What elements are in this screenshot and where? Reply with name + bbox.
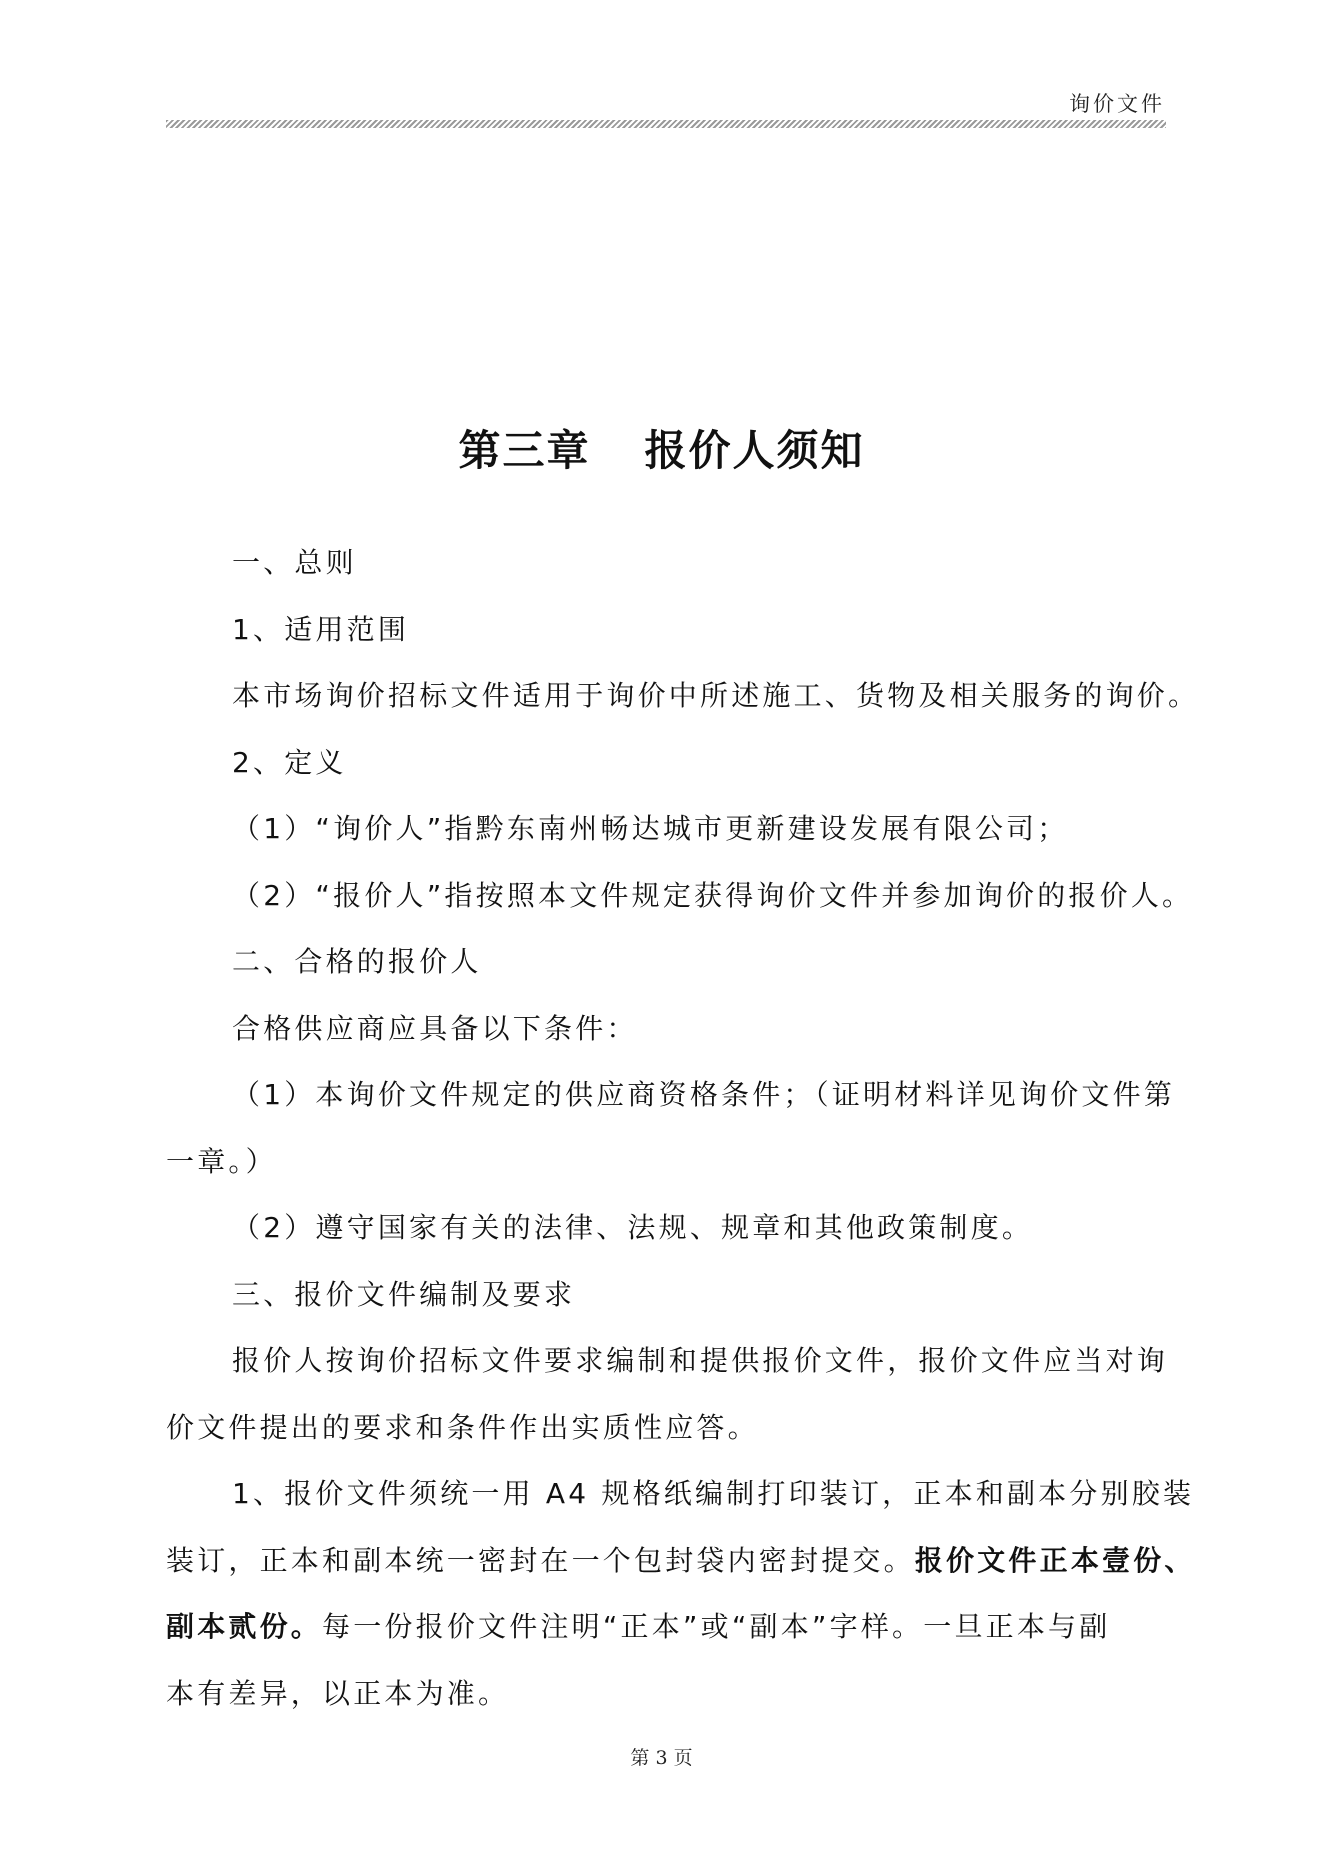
definition-bidder: （2）“报价人”指按照本文件规定获得询价文件并参加询价的报价人。 bbox=[232, 878, 1194, 912]
definition-inquirer: （1）“询价人”指黔东南州畅达城市更新建设发展有限公司； bbox=[232, 812, 1069, 845]
section-heading-qualified: 二、合格的报价人 bbox=[232, 945, 482, 978]
paragraph-scope: 本市场询价招标文件适用于询价中所述施工、货物及相关服务的询价。 bbox=[232, 679, 1200, 712]
paragraph-preparation-line-1: 报价人按询价招标文件要求编制和提供报价文件，报价文件应当对询 bbox=[232, 1344, 1169, 1377]
subheading-definition: 2、定义 bbox=[232, 745, 347, 779]
chapter-title bbox=[0, 418, 1323, 478]
document-body bbox=[166, 530, 1200, 1727]
header-divider bbox=[166, 120, 1166, 128]
rule-1-emphasis-copies: 副本贰份。 bbox=[166, 1610, 323, 1643]
section-heading-general: 一、总则 bbox=[232, 546, 357, 579]
page-number: 第 3 页 bbox=[630, 1747, 693, 1769]
rule-1-line-4: 本有差异，以正本为准。 bbox=[166, 1676, 510, 1710]
chapter-name: 报价人须知 bbox=[644, 426, 865, 475]
rule-1-line-1: 1、报价文件须统一用 A4 规格纸编制打印装订，正本和副本分别胶装 bbox=[232, 1477, 1195, 1510]
chapter-number: 第三章 bbox=[458, 426, 591, 475]
condition-2: （2）遵守国家有关的法律、法规、规章和其他政策制度。 bbox=[232, 1211, 1034, 1244]
section-heading-preparation: 三、报价文件编制及要求 bbox=[232, 1277, 576, 1311]
rule-1-line-2 bbox=[166, 1528, 1196, 1595]
rule-1-emphasis-original: 报价文件正本壹份、 bbox=[914, 1543, 1196, 1577]
rule-1-line-3-text: 每一份报价文件注明“正本”或“副本”字样。一旦正本与副 bbox=[322, 1610, 1111, 1643]
rule-1-line-3 bbox=[166, 1594, 1166, 1661]
subheading-scope: 1、适用范围 bbox=[232, 612, 410, 646]
paragraph-preparation-line-2: 价文件提出的要求和条件作出实质性应答。 bbox=[166, 1410, 759, 1444]
header-title: 询价文件 bbox=[1069, 92, 1165, 116]
rule-1-line-2-text: 装订，正本和副本统一密封在一个包封袋内密封提交。 bbox=[166, 1543, 915, 1577]
condition-1-line-2: 一章。） bbox=[166, 1144, 277, 1178]
condition-1-line-1: （1）本询价文件规定的供应商资格条件；（证明材料详见询价文件第 bbox=[232, 1078, 1176, 1111]
paragraph-conditions-intro: 合格供应商应具备以下条件： bbox=[232, 1011, 638, 1045]
